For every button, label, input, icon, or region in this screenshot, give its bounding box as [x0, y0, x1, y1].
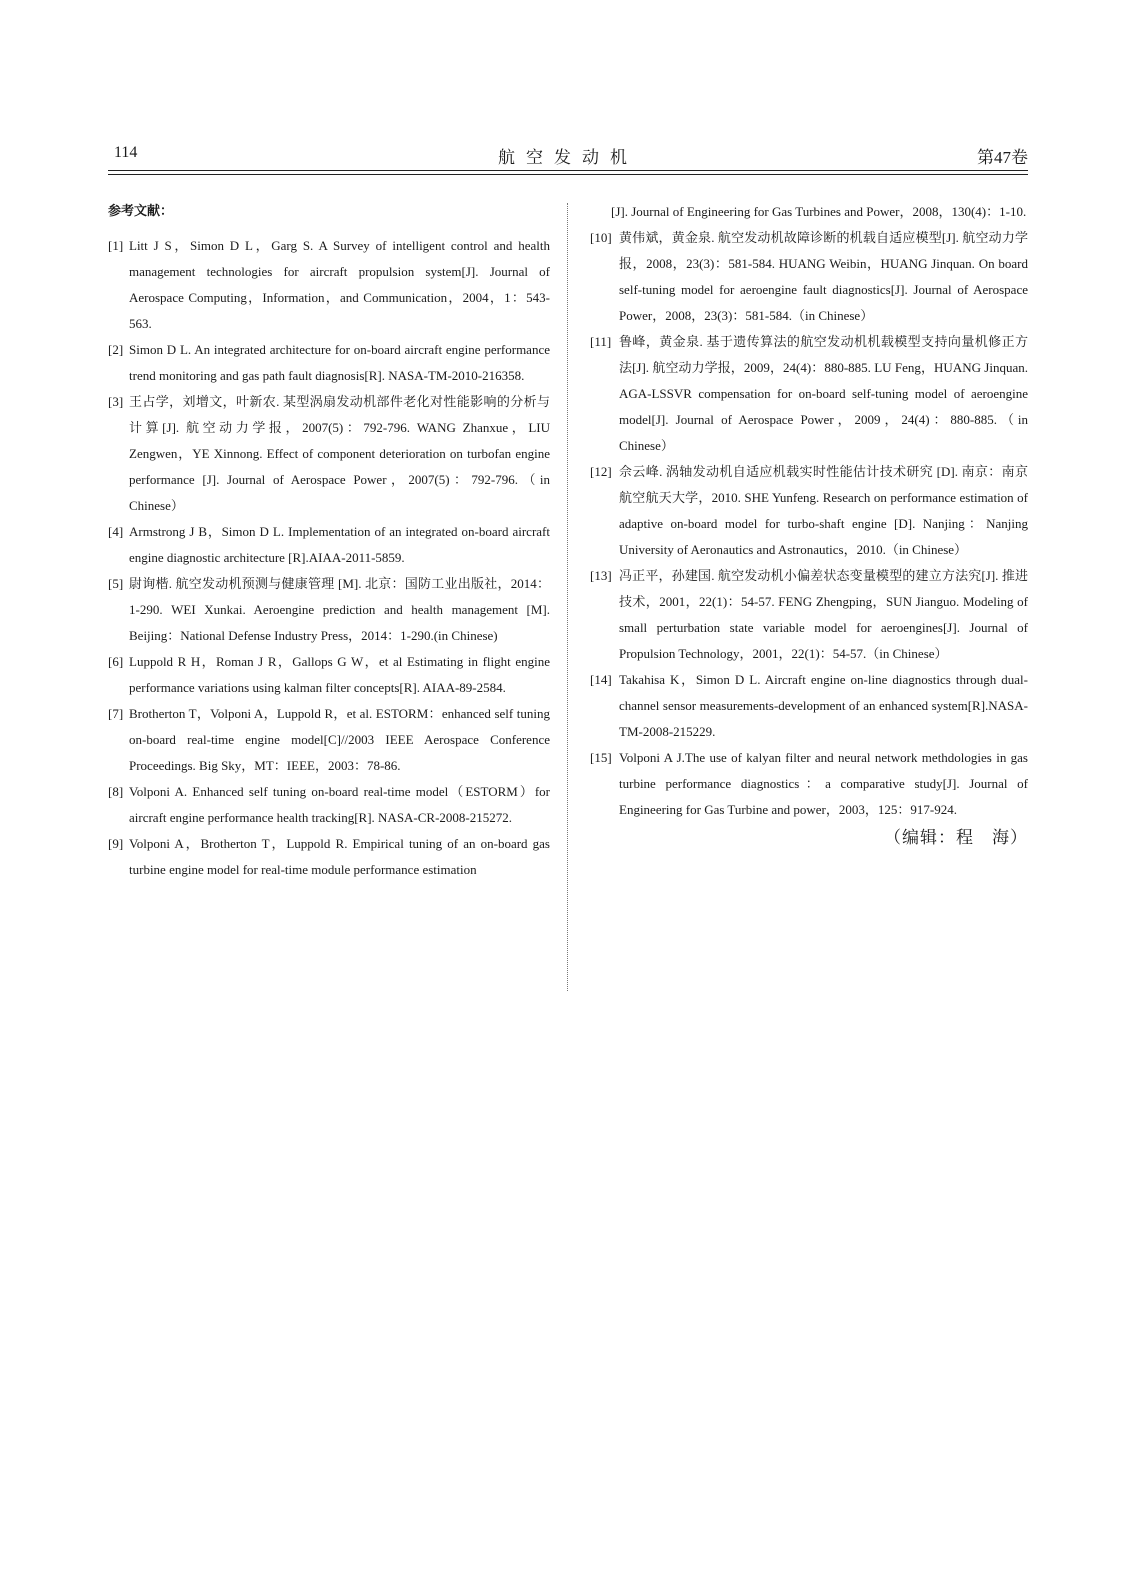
reference-number: [13] — [590, 568, 612, 583]
reference-text: 冯正平，孙建国. 航空发动机小偏差状态变量模型的建立方法究[J]. 推进技术，2001，22(1)：54-57. FENG Zhengping，SUN Jianguo. Modeling of small perturbation state variable model for aeroengines[J]. Journal of Propulsion Technology，2001，22(1)：54-57.（in Chinese） — [619, 568, 1028, 661]
reference-item-7 — [108, 701, 550, 779]
reference-text: 鲁峰，黄金泉. 基于遗传算法的航空发动机机载模型支持向量机修正方法[J]. 航空动力学报，2009，24(4)：880-885. LU Feng，HUANG Jinquan. AGA-LSSVR compensation for on-board self-tuning model of aeroengine model[J]. Journal of Aerospace Power，2009，24(4)：880-885.（in Chinese） — [619, 334, 1028, 453]
reference-text: Luppold R H，Roman J R，Gallops G W，et al Estimating in flight engine performance variations using kalman filter concepts[R]. AIAA-89-2584. — [129, 654, 550, 695]
reference-item-9-continued: [J]. Journal of Engineering for Gas Turbines and Power，2008，130(4)：1-10. — [611, 204, 1027, 219]
reference-item-15 — [590, 745, 1028, 823]
reference-item-8 — [108, 779, 550, 831]
reference-item-2 — [108, 337, 550, 389]
journal-title: 航空发动机 — [498, 148, 638, 167]
reference-number: [10] — [590, 230, 612, 245]
reference-item-10 — [590, 225, 1028, 329]
editor-credit: （编辑：程 海） — [884, 828, 1028, 847]
reference-text: Volponi A J.The use of kalyan filter and neural network methdologies in gas turbine performance diagnostics：a comparative study[J]. Journal of Engineering for Gas Turbine and power，2003，125：917-924. — [619, 750, 1028, 817]
left-column — [108, 199, 550, 883]
reference-number: [3] — [108, 394, 124, 409]
reference-text: Volponi A，Brotherton T，Luppold R. Empirical tuning of an on-board gas turbine engine model for real-time module performance estimation — [129, 836, 550, 877]
reference-item-11 — [590, 329, 1028, 459]
reference-number: [12] — [590, 464, 612, 479]
reference-number: [11] — [590, 334, 612, 349]
reference-text: 王占学，刘增文，叶新农. 某型涡扇发动机部件老化对性能影响的分析与计算[J]. 航空动力学报，2007(5)：792-796. WANG Zhanxue，LIU Zengwen，YE Xinnong. Effect of component deterioration on turbofan engine performance [J]. Journal of Aerospace Power，2007(5)：792-796.（in Chinese） — [129, 394, 550, 513]
reference-item-4 — [108, 519, 550, 571]
reference-item-14 — [590, 667, 1028, 745]
references-heading: 参考文献： — [108, 204, 174, 219]
reference-item-9 — [108, 831, 550, 883]
reference-number: [8] — [108, 784, 124, 799]
reference-number: [9] — [108, 836, 124, 851]
reference-item-3 — [108, 389, 550, 519]
column-divider — [567, 203, 568, 991]
reference-number: [14] — [590, 672, 612, 687]
reference-number: [4] — [108, 524, 124, 539]
reference-item-1 — [108, 233, 550, 337]
reference-text: 尉询楷. 航空发动机预测与健康管理 [M]. 北京：国防工业出版社，2014：1-290. WEI Xunkai. Aeroengine prediction and health management [M]. Beijing：National Defense Industry Press，2014：1-290.(in Chinese) — [129, 576, 550, 643]
reference-number: [1] — [108, 238, 124, 253]
reference-number: [7] — [108, 706, 124, 721]
volume-label: 第47卷 — [977, 148, 1028, 167]
reference-text: Armstrong J B，Simon D L. Implementation of an integrated on-board aircraft engine diagnostic architecture [R].AIAA-2011-5859. — [129, 524, 550, 565]
reference-text: Litt J S，Simon D L，Garg S. A Survey of intelligent control and health management technologies for aircraft propulsion system[J]. Journal of Aerospace Computing，Information，and Communication，2004，1：543-563. — [129, 238, 550, 331]
reference-text: 佘云峰. 涡轴发动机自适应机载实时性能估计技术研究 [D]. 南京：南京航空航天大学，2010. SHE Yunfeng. Research on performance estimation of adaptive on-board model for turbo-shaft engine [D]. Nanjing：Nanjing University of Aeronautics and Astronautics，2010.（in Chinese） — [619, 464, 1028, 557]
reference-text: Volponi A. Enhanced self tuning on-board real-time model（ESTORM）for aircraft engine performance health tracking[R]. NASA-CR-2008-215272. — [129, 784, 550, 825]
page-header — [108, 140, 1028, 170]
reference-item-6 — [108, 649, 550, 701]
reference-text: Simon D L. An integrated architecture for on-board aircraft engine performance trend monitoring and gas path fault diagnosis[R]. NASA-TM-2010-216358. — [129, 342, 550, 383]
reference-item-12 — [590, 459, 1028, 563]
reference-text: 黄伟斌，黄金泉. 航空发动机故障诊断的机载自适应模型[J]. 航空动力学报，2008，23(3)：581-584. HUANG Weibin，HUANG Jinquan. On board self-tuning model for aeroengine fault diagnostics[J]. Journal of Aerospace Power，2008，23(3)：581-584.（in Chinese） — [619, 230, 1028, 323]
reference-text: Takahisa K，Simon D L. Aircraft engine on-line diagnostics through dual-channel sensor measurements-development of an enhanced system[R].NASA-TM-2008-215229. — [619, 672, 1028, 739]
page-number: 114 — [114, 144, 138, 161]
reference-item-5 — [108, 571, 550, 649]
header-rule-thick — [108, 170, 1028, 171]
reference-item-13 — [590, 563, 1028, 667]
reference-number: [2] — [108, 342, 124, 357]
reference-number: [6] — [108, 654, 124, 669]
reference-number: [5] — [108, 576, 124, 591]
reference-number: [15] — [590, 750, 612, 765]
right-column — [590, 199, 1028, 851]
header-rule-thin — [108, 174, 1028, 175]
reference-text: Brotherton T，Volponi A，Luppold R，et al. ESTORM：enhanced self tuning on-board real-time engine model[C]//2003 IEEE Aerospace Conference Proceedings. Big Sky，MT：IEEE，2003：78-86. — [129, 706, 550, 773]
